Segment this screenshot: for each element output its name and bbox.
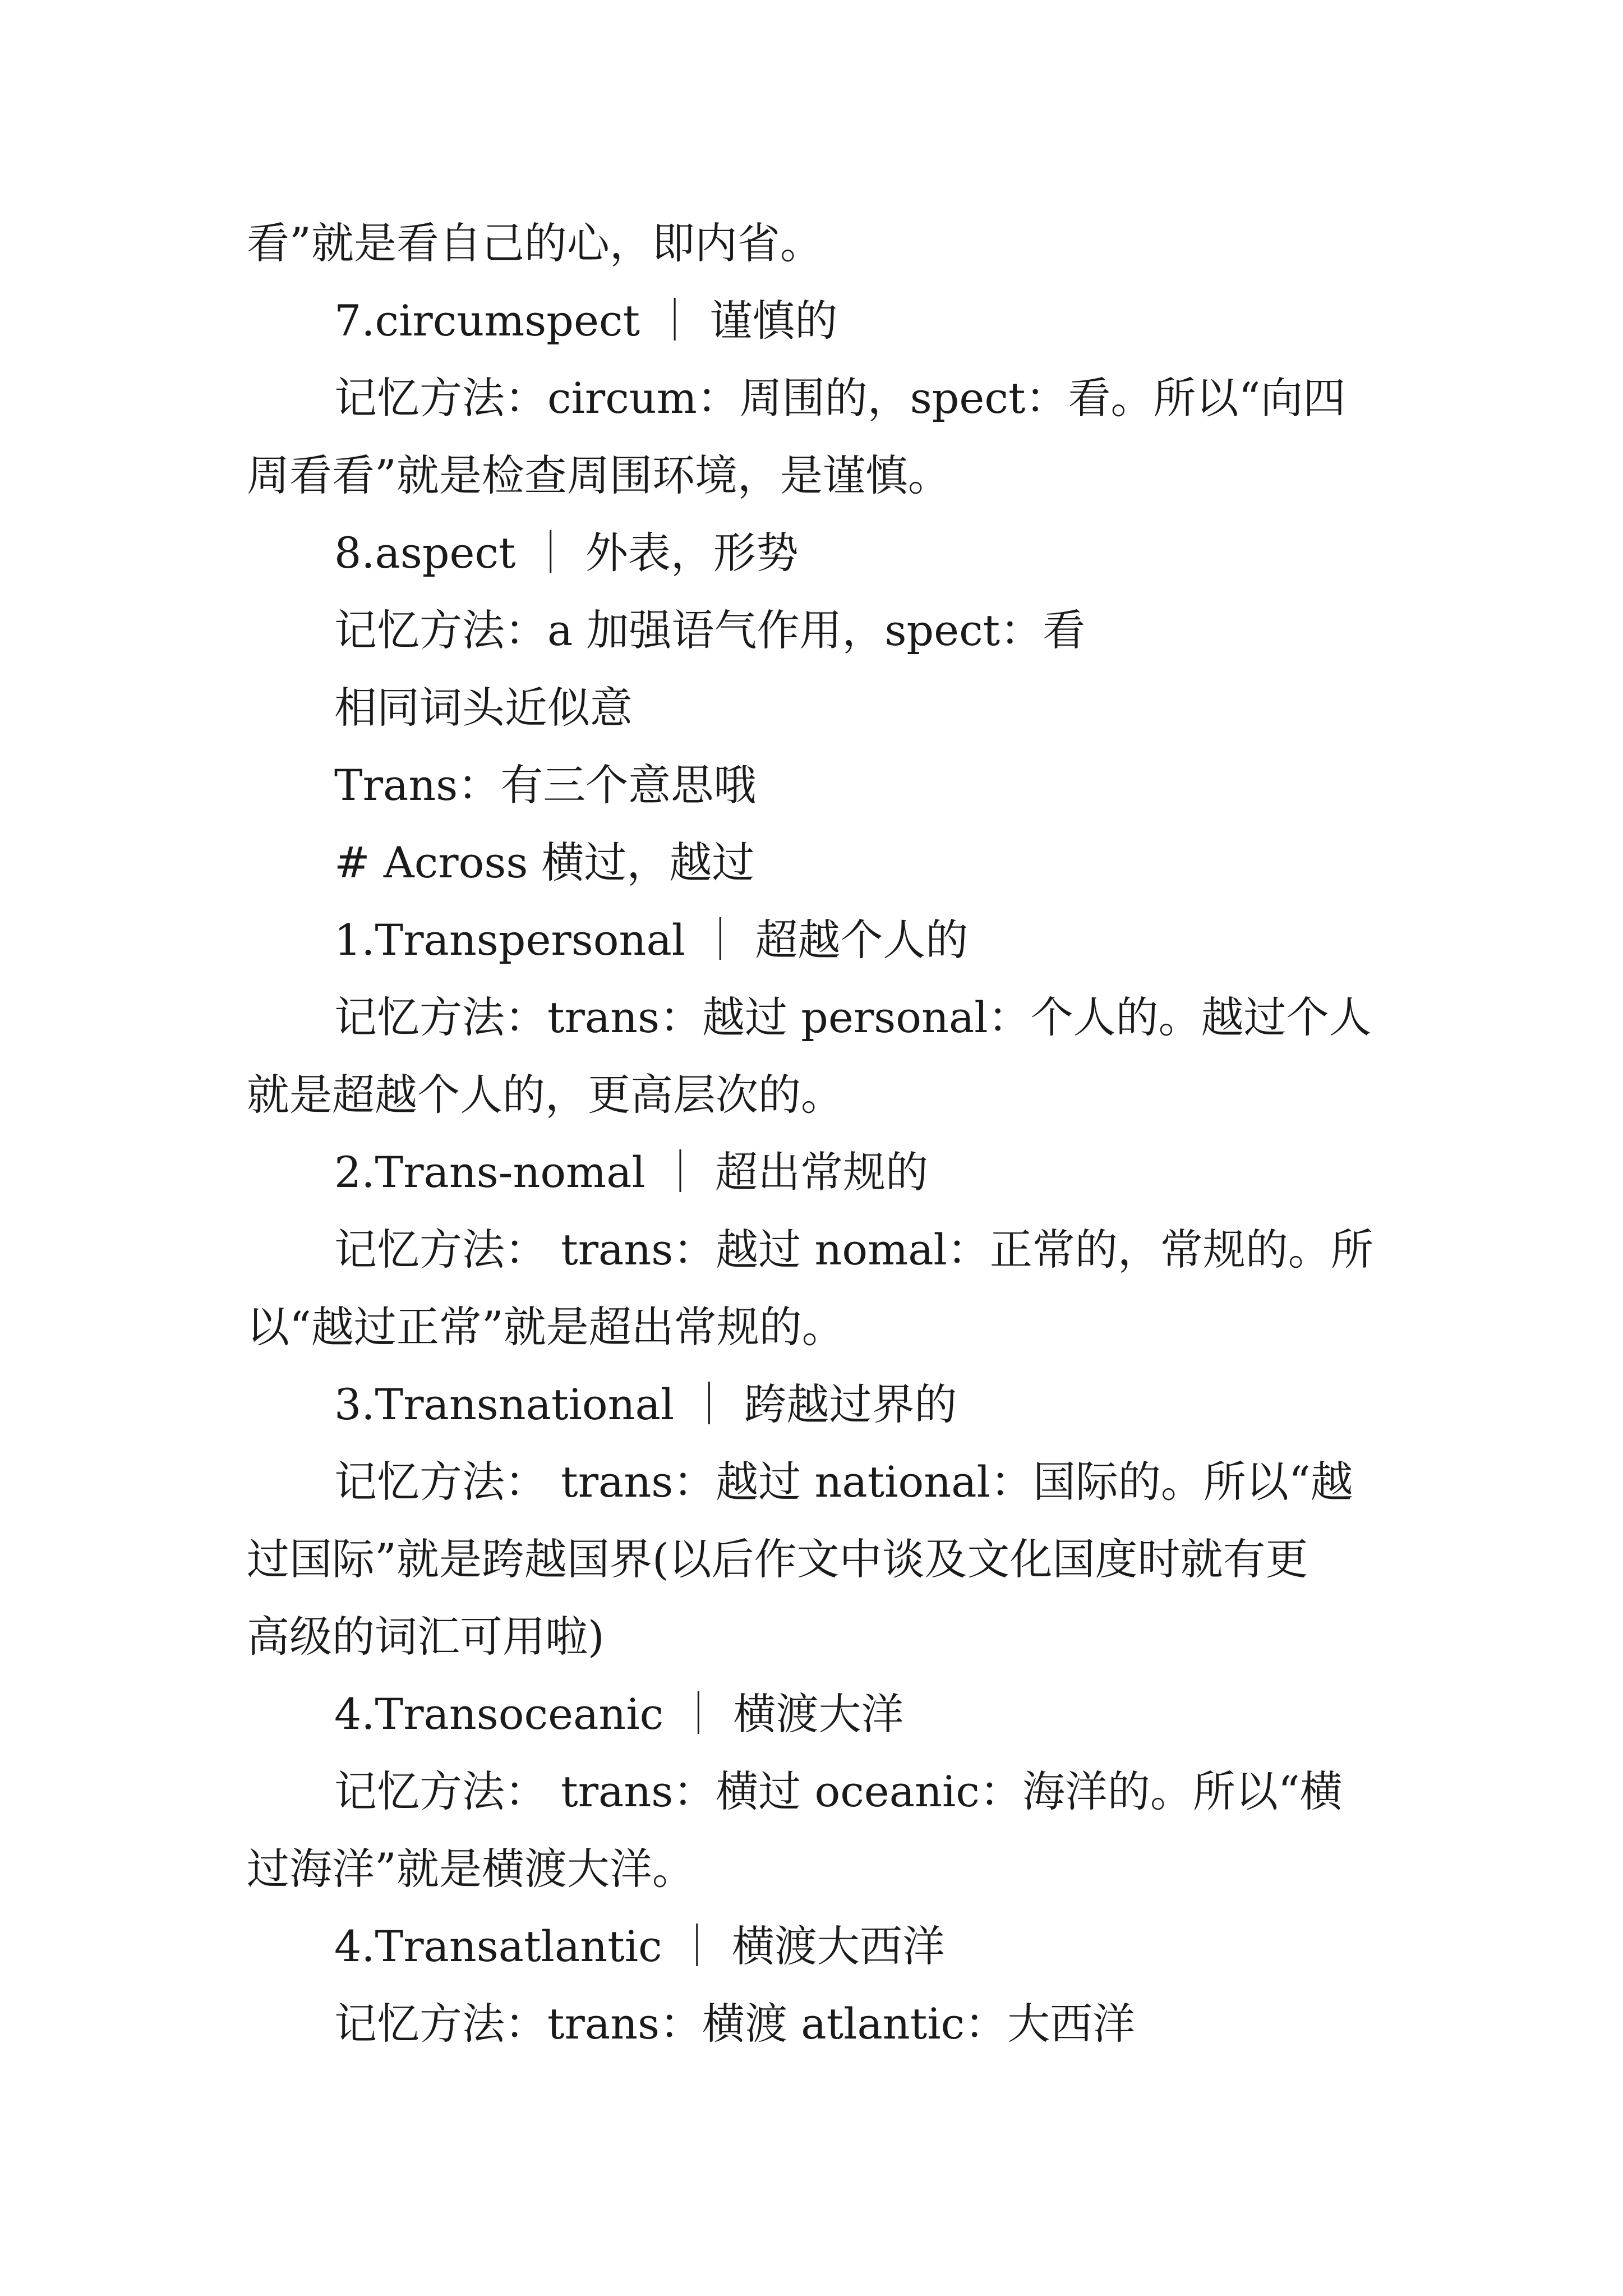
entry-heading-transnational: 3.Transnational ｜ 跨越过界的 bbox=[334, 1379, 957, 1429]
text-line: 看”就是看自己的心，即内省。 bbox=[247, 218, 823, 268]
memory-method-line: 记忆方法： trans：越过 nomal：正常的，常规的。所 bbox=[334, 1225, 1373, 1274]
section-note: 相同词头近似意 bbox=[334, 683, 633, 733]
memory-method-line: 记忆方法： trans：越过 national：国际的。所以“越 bbox=[334, 1457, 1353, 1507]
entry-heading-transoceanic: 4.Transoceanic ｜ 横渡大洋 bbox=[334, 1689, 904, 1739]
memory-method-line: 记忆方法：circum：周围的，spect：看。所以“向四 bbox=[334, 373, 1346, 423]
text-line: 过国际”就是跨越国界(以后作文中谈及文化国度时就有更 bbox=[247, 1534, 1308, 1584]
entry-heading-transpersonal: 1.Transpersonal ｜ 超越个人的 bbox=[334, 915, 969, 965]
text-line: 就是超越个人的，更高层次的。 bbox=[247, 1070, 843, 1120]
text-line: 以“越过正常”就是超出常规的。 bbox=[247, 1302, 845, 1352]
entry-heading-aspect: 8.aspect ｜ 外表，形势 bbox=[334, 528, 799, 578]
memory-method-line: 记忆方法：trans：越过 personal：个人的。越过个人 bbox=[334, 992, 1372, 1042]
entry-heading-transatlantic: 4.Transatlantic ｜ 横渡大西洋 bbox=[334, 1921, 945, 1971]
entry-heading-trans-nomal: 2.Trans-nomal ｜ 超出常规的 bbox=[334, 1147, 929, 1197]
document-body bbox=[247, 205, 1391, 2063]
memory-method-line: 记忆方法： trans：横过 oceanic：海洋的。所以“横 bbox=[334, 1766, 1343, 1816]
memory-method-line: 记忆方法：trans：横渡 atlantic：大西洋 bbox=[334, 1999, 1136, 2049]
text-line: 周看看”就是检查周围环境，是谨慎。 bbox=[247, 450, 951, 500]
text-line: 高级的词汇可用啦) bbox=[247, 1612, 605, 1662]
section-heading-across: # Across 横过，越过 bbox=[334, 838, 755, 887]
memory-method-line: 记忆方法：a 加强语气作用，spect：看 bbox=[334, 605, 1086, 655]
entry-heading-circumspect: 7.circumspect ｜ 谨慎的 bbox=[334, 296, 838, 346]
section-note: Trans：有三个意思哦 bbox=[334, 760, 757, 810]
text-line: 过海洋”就是横渡大洋。 bbox=[247, 1844, 695, 1894]
